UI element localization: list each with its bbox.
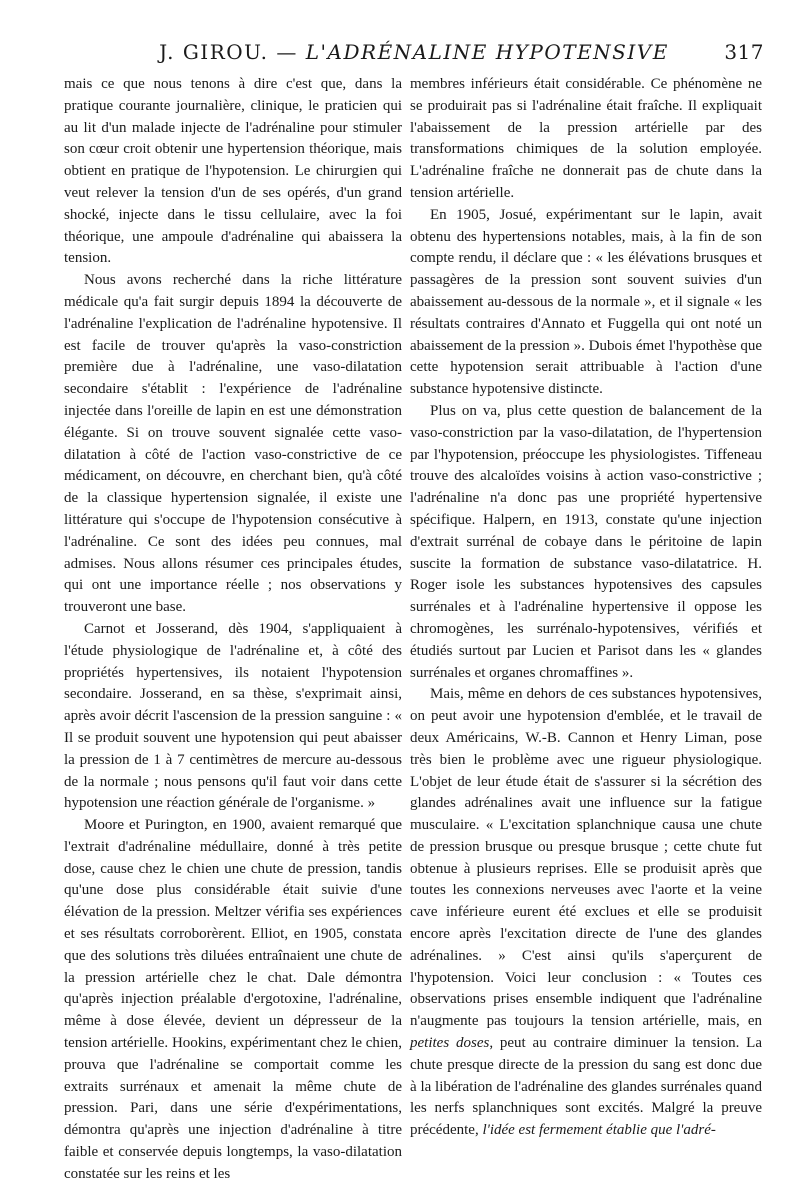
paragraph: mais ce que nous tenons à dire c'est que, dans la pratique courante journalière, clinique, le praticien qui au lit d'un malade injecte de l'adrénaline pour stimuler son cœur croit obtenir une hypertension théorique, mais obtient en pratique de l'hypotension. Le chirurgien qui veut relever la tension d'un de ses opérés, d'un grand shocké, injecte dans le tissu cellulaire, avec la foi théorique, une ampoule d'adrénaline qui abaissera la tension. bbox=[64, 76, 402, 267]
header-title: L'ADRÉNALINE HYPOTENSIVE bbox=[305, 40, 669, 64]
paragraph: Moore et Purington, en 1900, avaient remarqué que l'extrait d'adrénaline médullaire, donné à très petite dose, cause chez le chien une chute de pression, tandis qu'une dose plus considérable était suivie d'une élévation de la pression. Meltzer vérifia ses expériences et ses résultats corroborèrent. Elliot, en 1905, constata que des solutions très diluées entraînaient une chute de la pression artérielle chez le chat. Dale démontra qu'après injection préalable d'ergotoxine, l'adrénaline, même à dose élevée, devient un dépresseur de la tension artérielle. Hookins, expérimentant chez le chien, prouva que l'adrénaline se comportait comme les extraits surrénaux et amenait la même chute de pression. Pari, dans une série d'expérimentations, démontra qu'après une injection d'adrénaline à titre faible et conservée depuis longtemps, la vaso-dilatation constatée sur les reins et les bbox=[64, 817, 402, 1182]
emphasis-text: l'idée est fermement établie que l'adré- bbox=[482, 1122, 716, 1139]
left-column bbox=[64, 74, 402, 1186]
right-column bbox=[410, 74, 762, 1142]
paragraph: membres inférieurs était considérable. Ce phénomène ne se produirait pas si l'adrénaline était fraîche. Il expliquait l'abaissement de la pression artérielle par des transformations chimiques de la solution employée. L'adrénaline fraîche ne donnerait pas de chute dans la tension artérielle. bbox=[410, 76, 762, 201]
paragraph: Nous avons recherché dans la riche littérature médicale qu'a fait surgir depuis 1894 la découverte de l'adrénaline l'explication de l'adrénaline hypotensive. Il est facile de trouver qu'après la vaso-constriction première due à l'adrénaline, une vaso-dilatation secondaire s'établit : l'expérience de l'adrénaline injectée dans l'oreille de lapin en est une démonstration élégante. Si on trouve souvent signalée cette vaso-dilatation à côté de l'action vaso-constrictive de ce médicament, on découvre, en cherchant bien, qu'à côté de la classique hypertension signalée, il existe une littérature qui s'occupe de l'hypotension consécutive à l'adrénaline. Ce sont des idées peu connues, mal admises. Nous allons résumer ces principales études, qui ont une importance réelle ; nos observations y trouveront une base. bbox=[64, 272, 402, 616]
header-author: J. GIROU. — bbox=[159, 40, 298, 64]
emphasis-text: petites doses bbox=[410, 1035, 490, 1052]
paragraph: Carnot et Josserand, dès 1904, s'appliquaient à l'étude physiologique de l'adrénaline et, à côté des propriétés hypertensives, ils notaient l'hypotension secondaire. Josserand, en sa thèse, s'exprimait ainsi, après avoir décrit l'ascension de la pression sanguine : « Il se produit souvent une hypotension qui peut abaisser la pression de 1 à 7 centimètres de mercure au-dessous de la normale ; nous pensons qu'il faut voir dans cette hypotension une réaction générale de l'organisme. » bbox=[64, 620, 402, 812]
paragraph-final bbox=[410, 684, 762, 1142]
paragraph-text: Mais, même en dehors de ces substances hypotensives, on peut avoir une hypotension d'emblée, et le travail de deux Américains, W.-B. Cannon et Henry Liman, pose très bien le problème avec une rigueur physiologique. L'objet de leur étude était de s'assurer si la sécrétion des glandes adrénalines avait une influence sur la fatigue musculaire. « L'excitation splanchnique causa une chute de pression brusque ou presque brusque ; cette chute fut obtenue à plusieurs reprises. Elle se produisit après que toutes les connexions nerveuses avec l'aorte et la veine cave inférieure eurent été exclues et elle se produisit encore après l'excitation directe de l'une des glandes adrénalines. » C'est ainsi qu'ils s'aperçurent de l'hypotension. Voici leur conclusion : « Toutes ces observations prises ensemble indiquent que l'adrénaline n'augmente pas toujours la tension artérielle, mais, en bbox=[410, 686, 762, 1030]
paragraph: Plus on va, plus cette question de balancement de la vaso-constriction par la vaso-dilatation, de l'hypertension par l'hypotension, préoccupe les physiologistes. Tiffeneau trouve des alcaloïdes voisins à action vaso-constrictive ; l'adrénaline n'a donc pas une propriété hypertensive spécifique. Halpern, en 1913, constate qu'une injection d'extrait surrénal de cobaye dans le péritoine de lapin suscite la formation de substance vaso-dilatatrice. H. Roger isole les substances hypotensives des capsules surrénales et à l'adrénaline hypertensive il oppose les chromogènes, les surrénalo-hypotensives, vérifiés et étudiés surtout par Lucien et Parisot dans les « glandes surrénales et organes chromaffines ». bbox=[410, 402, 762, 681]
page-number: 317 bbox=[724, 40, 764, 64]
running-header bbox=[64, 40, 764, 70]
paragraph-text: , peut au contraire diminuer la tension. La chute presque directe de la pression du sang est donc due à la libération de l'adrénaline des glandes surrénales quand les nerfs splanchniques sont excités. Malgré la preuve précédente, bbox=[410, 1035, 762, 1139]
paragraph: En 1905, Josué, expérimentant sur le lapin, avait obtenu des hypertensions notables, mais, à la fin de son compte rendu, il déclare que : « les élévations brusques et passagères de la pression sont souvent suivies d'un abaissement au-dessous de la normale », et il signale « les résultats contraires d'Annato et Fuggella qui ont noté un abaissement de la pression ». Dubois émet l'hypothèse que cette hypotension serait attribuable à l'action d'une substance hypotensive distincte. bbox=[410, 206, 762, 398]
